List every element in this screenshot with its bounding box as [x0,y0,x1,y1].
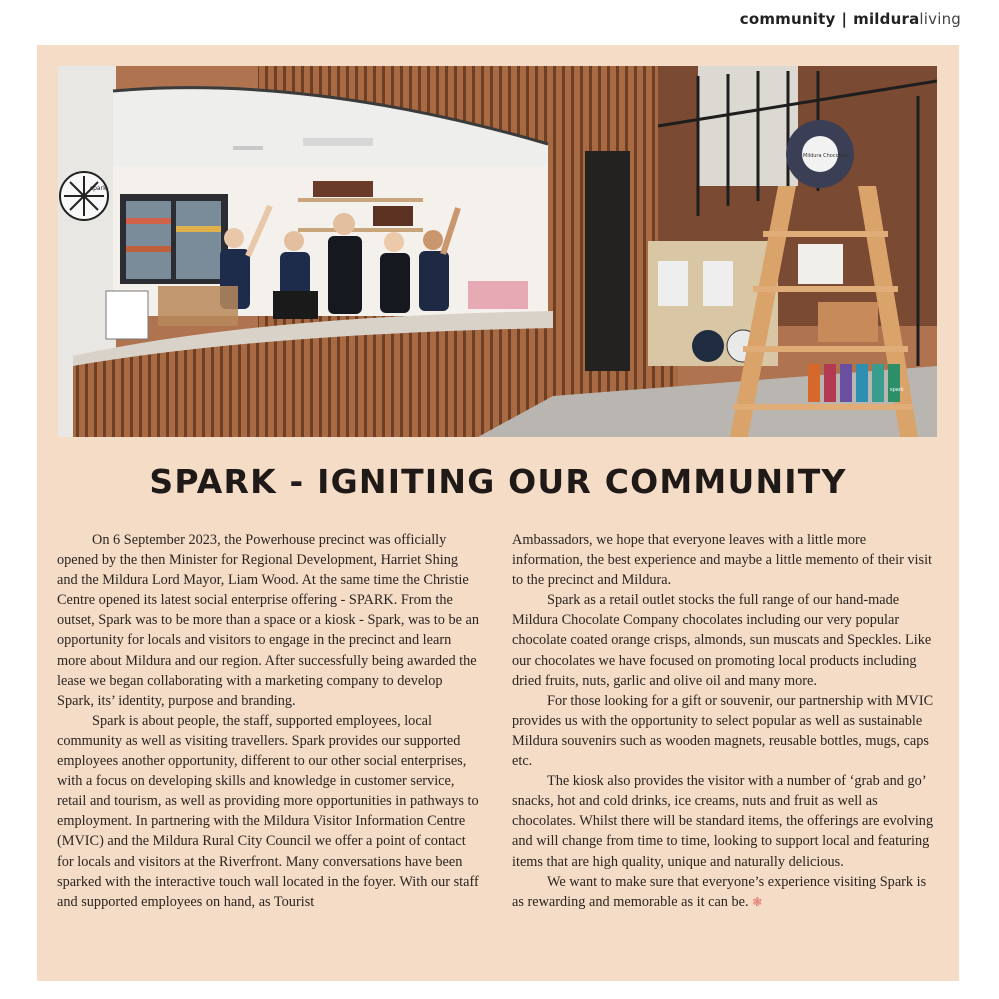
paragraph: Spark as a retail outlet stocks the full range of our hand-made Mildura Chocolate Company chocolates including our very popular chocolate coated orange crisps, almonds, sun muscats and Speckles. Like our chocolates we have focused on promoting local products including dried fruits, nuts, garlic and olive oil and many more. [512,592,932,689]
paragraph: On 6 September 2023, the Powerhouse precinct was officially opened by the then Minister for Regional Development, Harriet Shing and the Mildura Lord Mayor, Liam Wood. At the same time the Christie Centre opened its latest social enterprise offering - SPARK. From the outset, Spark was to be more than a space or a kiosk - Spark, was to be an opportunity for locals and visitors to engage in the precinct and learn more about Mildura and our region. After successfully being awarded the lease we began collaborating with a marketing company to develop Spark, its’ identity, purpose and branding. [57,532,480,709]
header-separator: | [841,10,848,28]
bottle-label-text: spark [890,387,904,393]
kiosk-photo [58,66,937,437]
brand-name-bold: mildura [853,10,920,28]
paragraph: For those looking for a gift or souvenir, our partnership with MVIC provides us with the opportunity to select popular as well as sustainable Mildura souvenirs such as wooden magnets, reusable bottles, mugs, caps etc. [512,692,934,770]
kiosk-photo-illustration [58,66,937,437]
paragraph-final [512,872,935,912]
final-sentence: We want to make sure that everyone’s experience visiting Spark is as rewarding and memorable as it can be. [512,873,927,910]
paragraph: Spark is about people, the staff, supported employees, local community as well as visiting travellers. Spark provides our supported employees another opportunity, different to our other social enterprises, with a focus on developing skills and knowledge in customer service, retail and tourism, as well as providing more opportunities in pathways to employment. In partnering with the Mildura Visitor Information Centre (MVIC) and the Mildura Rural City Council we offer a point of contact for locals and visitors at the Riverfront. Many conversations have been sparked with the interactive touch wall located in the foyer. With our staff and supported employees on hand, as Tourist [57,712,479,910]
spark-logo-text: spark [90,185,107,192]
article-title: SPARK - IGNITING OUR COMMUNITY [149,462,847,501]
chocolate-sign-text: Mildura Chocolate [803,153,849,159]
end-mark-icon: ❃ [752,894,763,909]
paragraph-continuation: Ambassadors, we hope that everyone leaves with a little more information, the best experience and maybe a little memento of their visit to the precinct and Mildura. [512,532,933,589]
page-header [740,10,961,28]
article-column-right [512,530,935,912]
section-label: community [739,10,836,28]
paragraph: The kiosk also provides the visitor with a number of ‘grab and go’ snacks, hot and cold drinks, ice creams, nuts and fruit as well as chocolates. Whilst there will be standard items, the offerings are evolving and will change from time to time, looking to support local and featuring items that are high quality, unique and naturally delicious. [512,773,934,870]
article-column-left [57,530,482,912]
brand-name-light: living [919,10,961,28]
